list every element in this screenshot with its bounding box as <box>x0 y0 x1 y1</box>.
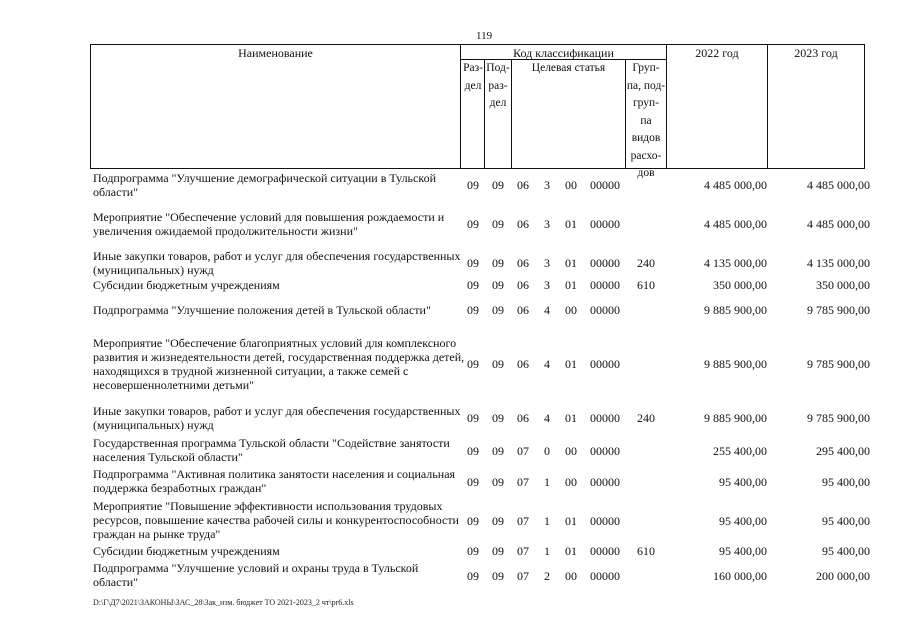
row-year-2023: 95 400,00 <box>822 475 870 489</box>
row-podrazdel: 09 <box>492 303 504 317</box>
row-target-2: 4 <box>544 411 550 425</box>
row-year-2023: 200 000,00 <box>816 569 870 583</box>
row-target-3: 01 <box>565 217 577 231</box>
row-name: Подпрограмма "Улучшение демографической ситуации в Тульской области" <box>93 171 436 199</box>
row-target-4: 00000 <box>590 514 620 528</box>
header-top-border <box>90 44 865 45</box>
row-year-2023: 295 400,00 <box>816 444 870 458</box>
row-target-4: 00000 <box>590 569 620 583</box>
row-group: 240 <box>637 256 655 270</box>
row-target-4: 00000 <box>590 444 620 458</box>
row-year-2022: 95 400,00 <box>719 514 767 528</box>
header-divider-name <box>460 44 461 169</box>
header-year-2023: 2023 год <box>794 46 838 60</box>
row-target-2: 0 <box>544 444 550 458</box>
row-razdel: 09 <box>467 544 479 558</box>
row-name: Мероприятие "Обеспечение благоприятных условий для комплексного развития и жизнедеятельности детей, государственная поддержка детей, находящихся в трудной жизненной ситуации, а также семей с несовершеннолетними детьми" <box>93 336 465 392</box>
row-podrazdel: 09 <box>492 514 504 528</box>
row-target-3: 00 <box>565 475 577 489</box>
row-target-3: 01 <box>565 357 577 371</box>
row-podrazdel: 09 <box>492 544 504 558</box>
header-group-line: груп- <box>632 97 660 109</box>
row-target-4: 00000 <box>590 178 620 192</box>
header-left-border <box>90 44 91 169</box>
row-target-2: 3 <box>544 278 550 292</box>
row-year-2022: 4 485 000,00 <box>704 217 767 231</box>
row-target-3: 01 <box>565 411 577 425</box>
row-podrazdel: 09 <box>492 444 504 458</box>
row-year-2023: 4 135 000,00 <box>807 256 870 270</box>
row-target-1: 07 <box>517 514 529 528</box>
header-year-2022: 2022 год <box>695 46 739 60</box>
row-target-1: 07 <box>517 444 529 458</box>
row-target-2: 4 <box>544 303 550 317</box>
header-group-line: видов <box>631 132 661 144</box>
row-year-2022: 9 885 900,00 <box>704 303 767 317</box>
row-razdel: 09 <box>467 444 479 458</box>
row-razdel: 09 <box>467 217 479 231</box>
row-podrazdel: 09 <box>492 178 504 192</box>
row-podrazdel: 09 <box>492 278 504 292</box>
header-group-line: расхо- <box>630 149 662 162</box>
row-target-3: 00 <box>565 303 577 317</box>
row-year-2023: 4 485 000,00 <box>807 178 870 192</box>
header-group-line: па, под- <box>626 79 666 92</box>
row-target-4: 00000 <box>590 303 620 317</box>
row-target-3: 00 <box>565 444 577 458</box>
row-target-3: 01 <box>565 544 577 558</box>
row-podrazdel: 09 <box>492 256 504 270</box>
row-razdel: 09 <box>467 178 479 192</box>
header-bottom-border <box>90 168 865 169</box>
row-year-2022: 4 485 000,00 <box>704 178 767 192</box>
row-target-2: 3 <box>544 217 550 231</box>
row-group: 610 <box>637 278 655 292</box>
row-target-2: 3 <box>544 256 550 270</box>
row-target-4: 00000 <box>590 256 620 270</box>
row-target-1: 06 <box>517 303 529 317</box>
row-name: Субсидии бюджетным учреждениям <box>93 278 280 292</box>
row-target-1: 06 <box>517 217 529 231</box>
row-name: Иные закупки товаров, работ и услуг для обеспечения государственных (муниципальных) нужд <box>93 404 461 432</box>
row-razdel: 09 <box>467 357 479 371</box>
row-podrazdel: 09 <box>492 569 504 583</box>
row-year-2022: 9 885 900,00 <box>704 411 767 425</box>
row-razdel: 09 <box>467 303 479 317</box>
row-target-3: 01 <box>565 278 577 292</box>
row-year-2022: 95 400,00 <box>719 544 767 558</box>
row-target-2: 2 <box>544 569 550 583</box>
row-year-2023: 9 785 900,00 <box>807 303 870 317</box>
row-target-2: 3 <box>544 178 550 192</box>
row-group: 610 <box>637 544 655 558</box>
row-target-1: 06 <box>517 411 529 425</box>
header-name: Наименование <box>238 46 313 60</box>
row-name: Мероприятие "Обеспечение условий для повышения рождаемости и увеличения ожидаемой продолжительности жизни" <box>93 210 445 238</box>
row-year-2023: 4 485 000,00 <box>807 217 870 231</box>
header-group-line: Груп- <box>632 62 660 74</box>
header-group-line: дов <box>637 167 655 179</box>
row-year-2022: 4 135 000,00 <box>704 256 767 270</box>
row-target-2: 1 <box>544 514 550 528</box>
row-podrazdel: 09 <box>492 475 504 489</box>
header-group <box>626 60 666 183</box>
row-name: Мероприятие "Повышение эффективности использования трудовых ресурсов, повышение качества рабочей силы и конкурентоспособности граждан на рынке труда" <box>93 499 459 541</box>
row-name: Подпрограмма "Активная политика занятости населения и социальная поддержка безработных граждан" <box>93 467 456 495</box>
header-target: Целевая статья <box>531 62 606 74</box>
row-target-4: 00000 <box>590 544 620 558</box>
header-podrazdel: Под- раз- дел <box>486 62 510 109</box>
row-razdel: 09 <box>467 256 479 270</box>
row-target-4: 00000 <box>590 475 620 489</box>
row-name: Подпрограмма "Улучшение положения детей в Тульской области" <box>93 303 431 317</box>
row-podrazdel: 09 <box>492 357 504 371</box>
row-razdel: 09 <box>467 569 479 583</box>
row-target-1: 07 <box>517 569 529 583</box>
row-target-4: 00000 <box>590 411 620 425</box>
row-year-2022: 160 000,00 <box>713 569 767 583</box>
row-target-3: 00 <box>565 178 577 192</box>
row-group: 240 <box>637 411 655 425</box>
header-right-border <box>864 44 865 169</box>
row-target-3: 01 <box>565 256 577 270</box>
row-year-2022: 255 400,00 <box>713 444 767 458</box>
footer-file-path: D:\Г\Д7\2021\ЗАКОНЫ\ЗАС_28\Зак_изм. бюджет ТО 2021-2023_2 чт\рr6.xls <box>93 598 354 607</box>
row-year-2022: 9 885 900,00 <box>704 357 767 371</box>
row-target-1: 06 <box>517 178 529 192</box>
row-target-1: 07 <box>517 544 529 558</box>
row-target-2: 1 <box>544 475 550 489</box>
row-year-2023: 350 000,00 <box>816 278 870 292</box>
header-divider-year <box>767 44 768 169</box>
header-group-line: па <box>640 114 652 127</box>
row-target-1: 07 <box>517 475 529 489</box>
row-target-2: 1 <box>544 544 550 558</box>
row-target-3: 01 <box>565 514 577 528</box>
row-year-2023: 95 400,00 <box>822 544 870 558</box>
header-razdel: Раз- дел <box>463 62 483 92</box>
page-number: 119 <box>476 30 493 42</box>
row-razdel: 09 <box>467 411 479 425</box>
header-divider-code <box>666 44 667 169</box>
row-year-2023: 95 400,00 <box>822 514 870 528</box>
row-razdel: 09 <box>467 475 479 489</box>
row-target-4: 00000 <box>590 217 620 231</box>
row-target-4: 00000 <box>590 357 620 371</box>
row-year-2022: 350 000,00 <box>713 278 767 292</box>
row-year-2023: 9 785 900,00 <box>807 357 870 371</box>
row-target-2: 4 <box>544 357 550 371</box>
row-razdel: 09 <box>467 278 479 292</box>
row-name: Подпрограмма "Улучшение условий и охраны труда в Тульской области" <box>93 561 419 589</box>
row-target-1: 06 <box>517 357 529 371</box>
row-target-3: 00 <box>565 569 577 583</box>
row-podrazdel: 09 <box>492 411 504 425</box>
row-year-2022: 95 400,00 <box>719 475 767 489</box>
row-razdel: 09 <box>467 514 479 528</box>
row-name: Субсидии бюджетным учреждениям <box>93 544 280 558</box>
row-target-1: 06 <box>517 278 529 292</box>
row-name: Иные закупки товаров, работ и услуг для обеспечения государственных (муниципальных) нужд <box>93 249 461 277</box>
row-target-1: 06 <box>517 256 529 270</box>
header-divider-razdel <box>484 59 485 169</box>
header-code-group: Код классификации <box>513 46 614 60</box>
row-target-4: 00000 <box>590 278 620 292</box>
row-podrazdel: 09 <box>492 217 504 231</box>
row-year-2023: 9 785 900,00 <box>807 411 870 425</box>
row-name: Государственная программа Тульской области "Содействие занятости населения Тульской области" <box>93 436 450 464</box>
